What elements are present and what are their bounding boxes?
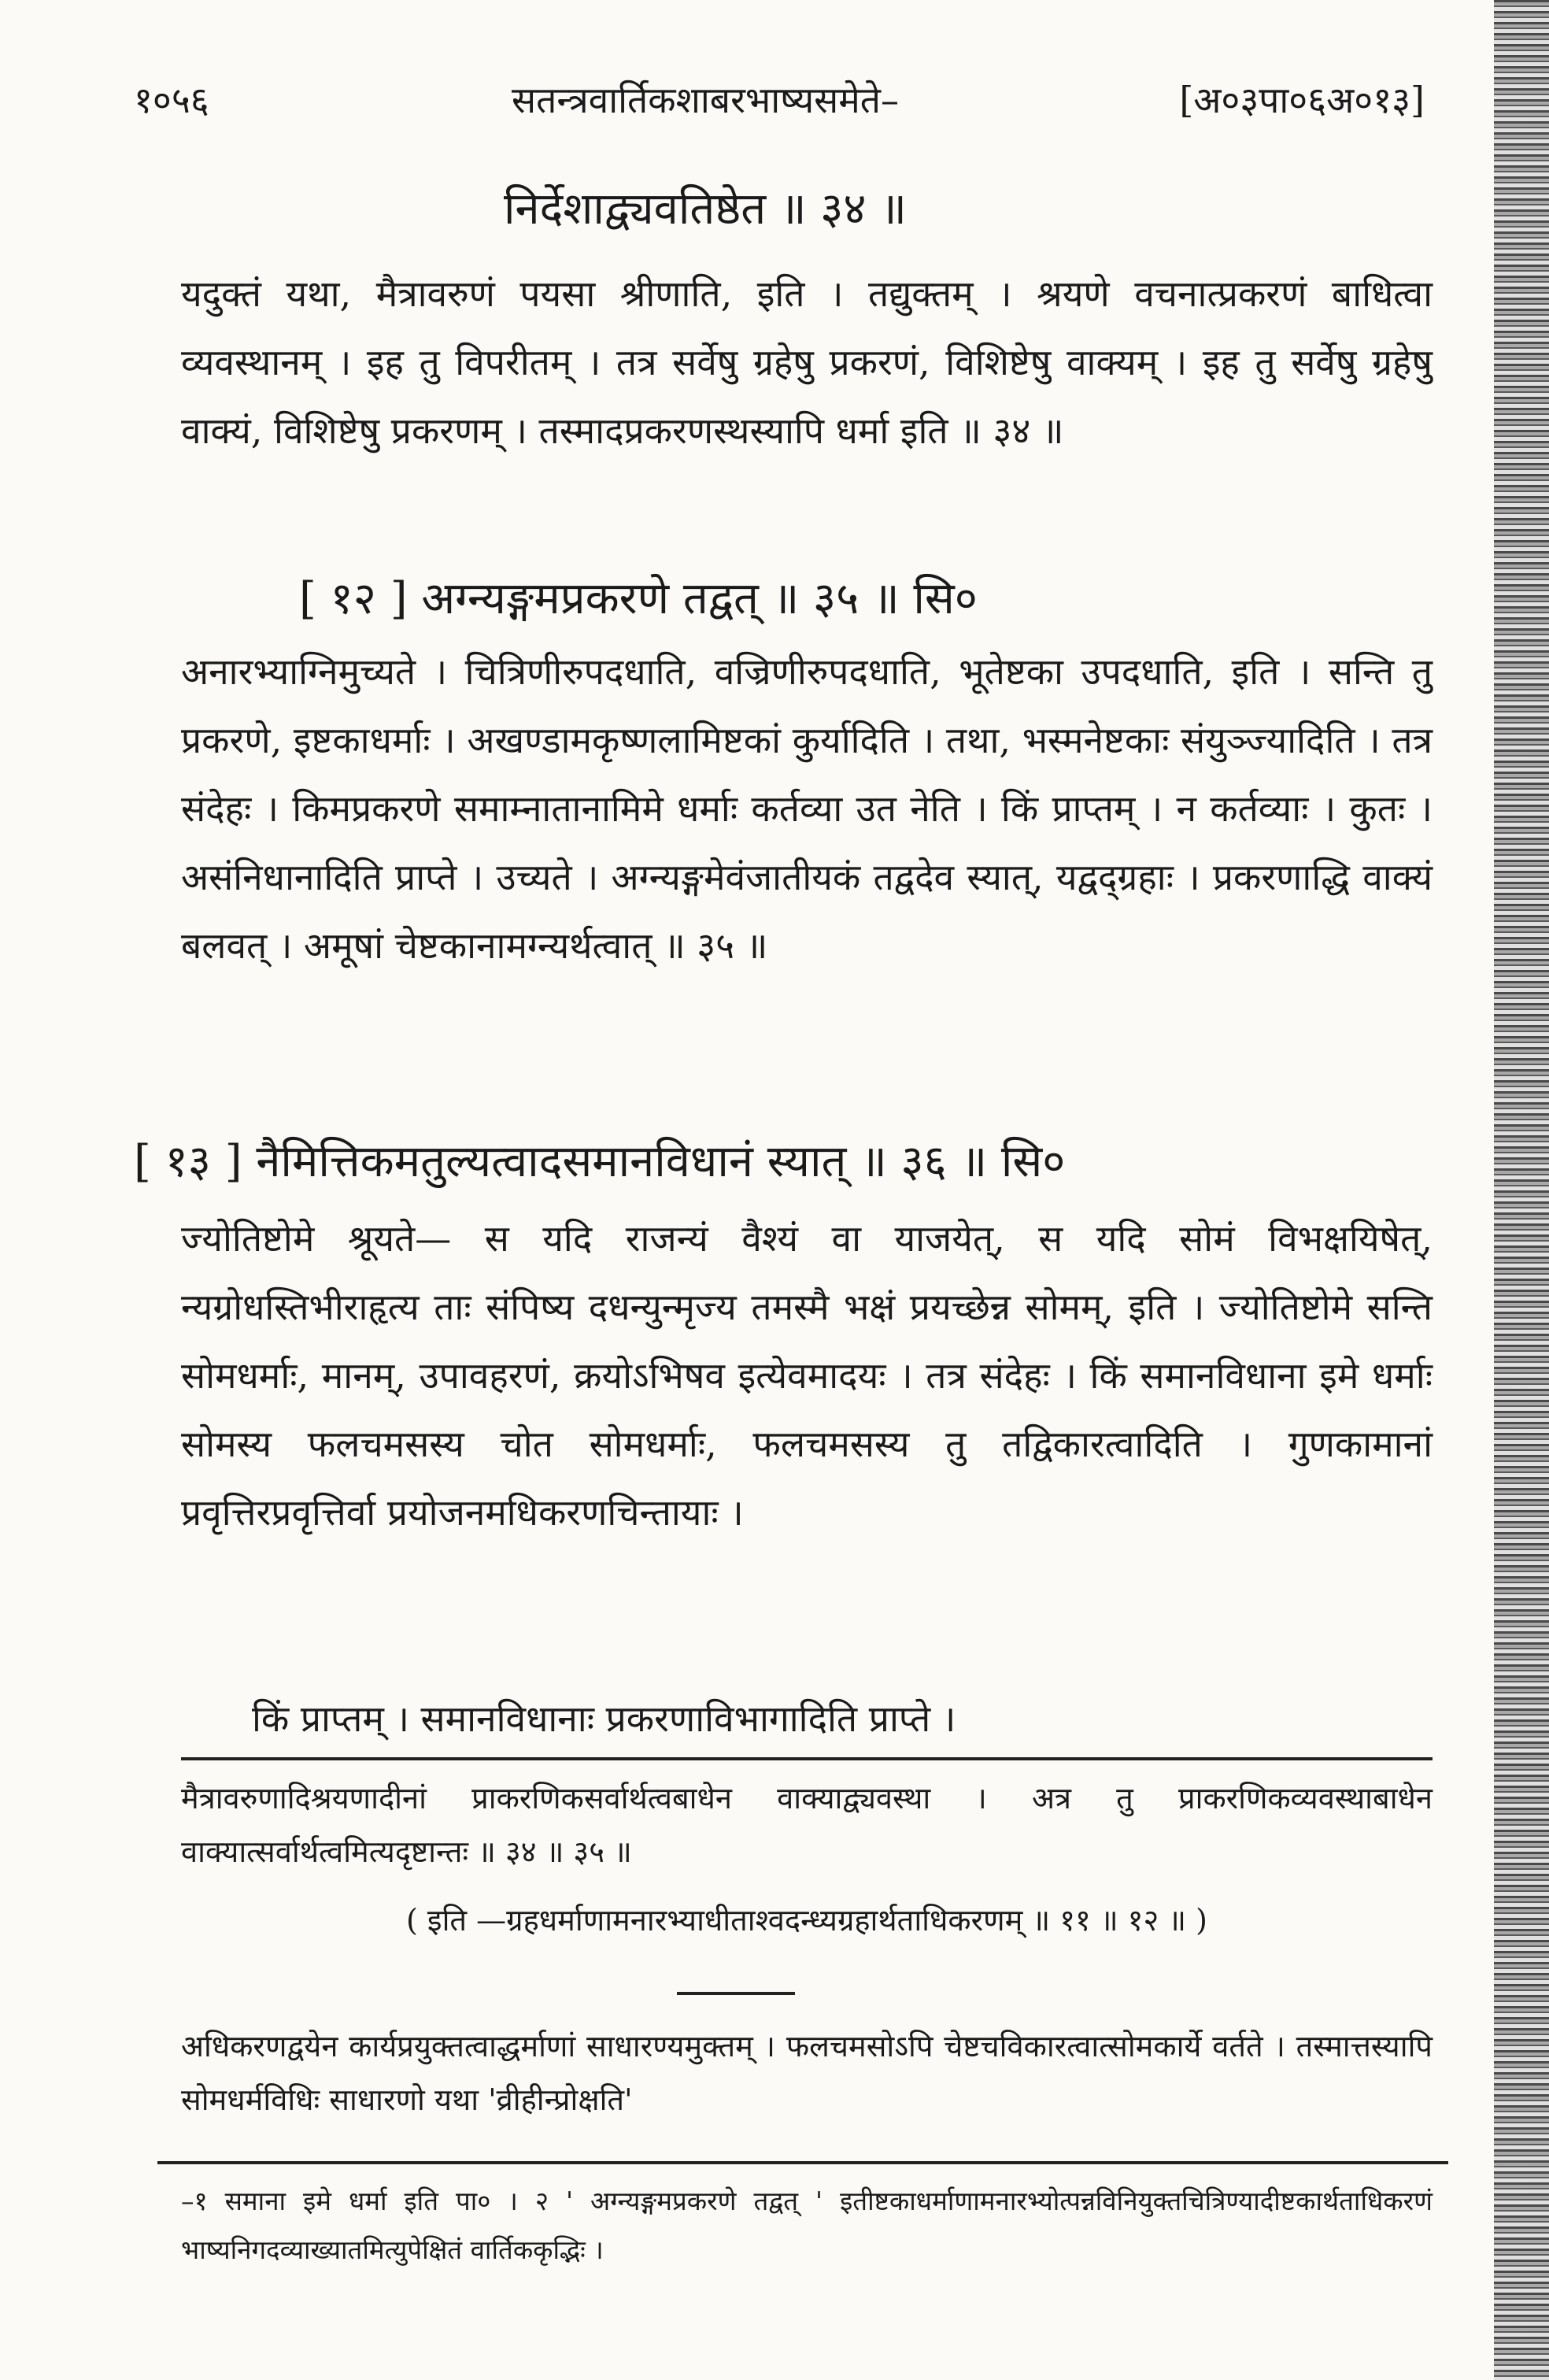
bhashya-paragraph-35: अनारभ्याग्निमुच्यते । चित्रिणीरुपदधाति, वज्रिणीरुपदधाति, भूतेष्टका उपदधाति, इति । सन्ति तु प्रकरणे, इष्टकाधर्माः । अखण्डामकृष्णलामिष्टकां कुर्यादिति । तथा, भस्मनेष्टकाः संयुञ्ज्यादिति । तत्र संदेहः । किमप्रकरणे समाम्नातानामिमे धर्माः कर्तव्या उत नेति । किं प्राप्तम् । न कर्तव्याः । कुतः । असंनिधानादिति प्राप्ते । उच्यते । अग्न्यङ्गमेवंजातीयकं तद्वदेव स्यात्, यद्वद्ग्रहाः । प्रकरणाद्धि वाक्यं बलवत् । अमूषां चेष्टकानामग्न्यर्थत्वात् ॥ ३५ ॥: [181, 650, 1433, 967]
sutra-36: [ १३ ] नैमित्तिकमतुल्यत्वादसमानविधानं स्यात् ॥ ३६ ॥ सि०: [134, 1136, 1066, 1187]
section-reference: [अ०३पा०६अ०१३]: [1179, 79, 1425, 121]
short-divider: [677, 1992, 795, 1995]
page-number: १०५६: [134, 79, 209, 121]
bhashya-paragraph-34: यदुक्तं यथा, मैत्रावरुणं पयसा श्रीणाति, इति । तद्युक्तम् । श्रयणे वचनात्प्रकरणं बाधित्वा व्यवस्थानम् । इह तु विपरीतम् । तत्र सर्वेषु ग्रहेषु प्रकरणं, विशिष्टेषु वाक्यम् । इह तु सर्वेषु ग्रहेषु वाक्यं, विशिष्टेषु प्रकरणम् । तस्मादप्रकरणस्थस्यापि धर्मा इति ॥ ३४ ॥: [181, 272, 1433, 452]
sutra-34: निर्देशाद्व्यवतिष्ठेत ॥ ३४ ॥: [504, 183, 907, 235]
vartika-note-2: अधिकरणद्वयेन कार्यप्रयुक्तत्वाद्धर्माणां साधारण्यमुक्तम् । फलचमसोऽपि चेष्टचविकारत्वात्सोमकार्ये वर्तते । तस्मात्तस्यापि सोमधर्मविधिः साधारणो यथा 'व्रीहीन्प्रोक्षति': [181, 2029, 1433, 2117]
page-edge-scan-noise: [1494, 0, 1549, 2380]
running-title: सतन्त्रवार्तिकशाबरभाष्यसमेते–: [512, 79, 899, 121]
bhashya-purvapaksha: किं प्राप्तम् । समानविधानाः प्रकरणाविभागादिति प्राप्ते ।: [252, 1697, 956, 1740]
footnote: –१ समाना इमे धर्मा इति पा० । २ ' अग्न्यङ्गमप्रकरणे तद्वत् ' इतीष्टकाधर्माणामनारभ्योत्पन्नविनियुक्तचित्रिण्यादीष्टकार्थताधिकरणं भाष्यनिगदव्याख्यातमित्युपेक्षितं वार्तिककृद्भिः ।: [181, 2186, 1433, 2265]
sutra-35: [ १२ ] अग्न्यङ्गमप्रकरणे तद्वत् ॥ ३५ ॥ सि०: [299, 573, 978, 624]
vartika-note-1: मैत्रावरुणादिश्रयणादीनां प्राकरणिकसर्वार्थत्वबाधेन वाक्याद्व्यवस्था । अत्र तु प्राकरणिकव्यवस्थाबाधेन वाक्यात्सर्वार्थत्वमित्यदृष्टान्तः ॥ ३४ ॥ ३५ ॥: [181, 1781, 1433, 1869]
bhashya-paragraph-36: ज्योतिष्टोमे श्रूयते— स यदि राजन्यं वैश्यं वा याजयेत्, स यदि सोमं विभक्षयिषेत्, न्यग्रोधस्तिभीराहृत्य ताः संपिष्य दधन्युन्मृज्य तमस्मै भक्षं प्रयच्छेन्न सोमम्, इति । ज्योतिष्टोमे सन्ति सोमधर्माः, मानम्, उपावहरणं, क्रयोऽभिषव इत्येवमादयः । तत्र संदेहः । किं समानविधाना इमे धर्माः सोमस्य फलचमसस्य चोत सोमधर्माः, फलचमसस्य तु तद्विकारत्वादिति । गुणकामानां प्रवृत्तिरप्रवृत्तिर्वा प्रयोजनमधिकरणचिन्तायाः ।: [181, 1217, 1433, 1534]
running-header: [134, 75, 1425, 130]
footnote-divider: [157, 2161, 1448, 2164]
divider-line: [181, 1757, 1433, 1760]
adhikarana-colophon: ( इति —ग्रहधर्माणामनारभ्याधीताश्वदन्ध्यग्रहार्थताधिकरणम् ॥ ११ ॥ १२ ॥ ): [406, 1903, 1207, 1938]
